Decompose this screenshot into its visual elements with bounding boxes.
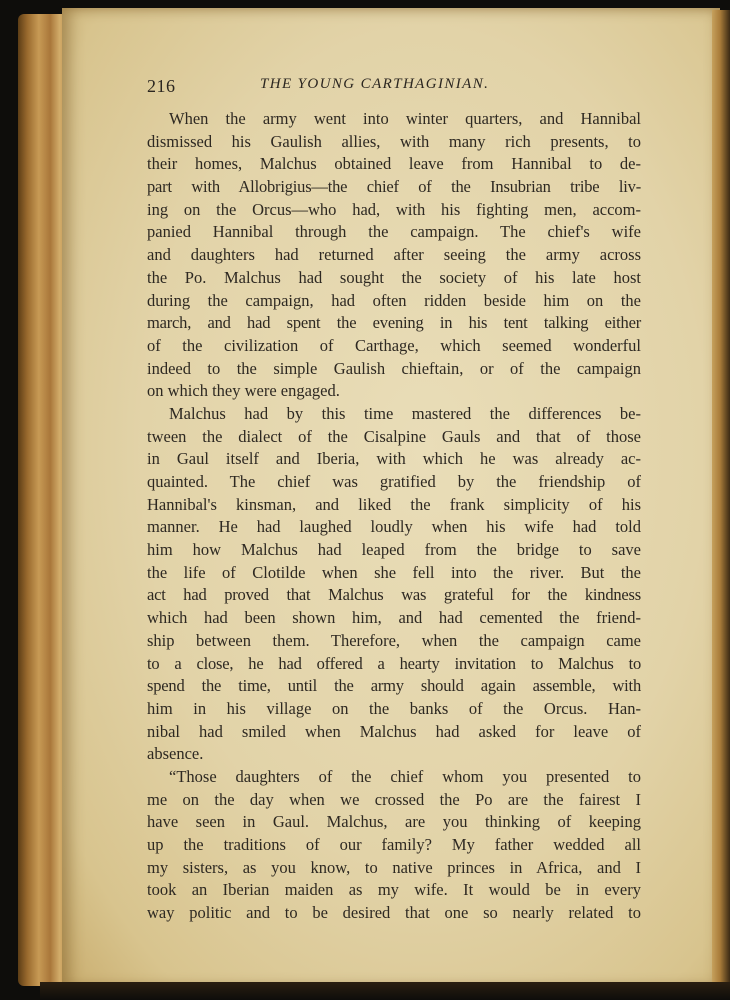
text-line: their homes, Malchus obtained leave from Hannibal to de-	[147, 154, 641, 174]
text-line: the Po. Malchus had sought the society of his late host	[147, 267, 641, 287]
text-line: spend the time, until the army should again assemble, with	[147, 676, 641, 696]
text-line: tween the dialect of the Cisalpine Gauls and that of those	[147, 426, 641, 446]
text-line: indeed to the simple Gaulish chieftain, or of the campaign	[147, 358, 641, 378]
text-line: nibal had smiled when Malchus had asked for leave of	[147, 721, 641, 741]
page-bottom-shadow	[40, 982, 730, 1000]
text-line: manner. He had laughed loudly when his wife had told	[147, 517, 641, 537]
running-title: THE YOUNG CARTHAGINIAN.	[260, 76, 490, 92]
text-line: me on the day when we crossed the Po are the fairest I	[147, 789, 641, 809]
text-line: to a close, he had offered a hearty invitation to Malchus to	[147, 653, 641, 673]
text-line: absence.	[147, 744, 204, 764]
running-header	[147, 76, 647, 98]
text-line: in Gaul itself and Iberia, with which he was already ac-	[147, 449, 641, 469]
text-line: part with Allobrigius—the chief of the Insubrian tribe liv-	[147, 177, 641, 197]
text-line: ing on the Orcus—who had, with his fighting men, accom-	[147, 199, 641, 219]
text-line: have seen in Gaul. Malchus, are you thinking of keeping	[147, 812, 641, 832]
text-line: of the civilization of Carthage, which seemed wonderful	[147, 335, 641, 355]
text-line: When the army went into winter quarters, and Hannibal	[169, 109, 641, 128]
text-line: way politic and to be desired that one so nearly related to	[147, 903, 641, 923]
text-line: and daughters had returned after seeing the army across	[147, 245, 641, 265]
text-line: quainted. The chief was gratified by the friendship of	[147, 472, 641, 491]
text-line: Malchus had by this time mastered the differences be-	[169, 403, 641, 423]
text-line: Hannibal's kinsman, and liked the frank simplicity of his	[147, 494, 641, 514]
text-line: which had been shown him, and had cemented the friend-	[147, 608, 641, 628]
text-line: him in his village on the banks of the Orcus. Han-	[147, 698, 641, 718]
text-line: the life of Clotilde when she fell into the river. But the	[147, 562, 641, 582]
body-text	[147, 108, 641, 925]
text-line: dismissed his Gaulish allies, with many rich presents, to	[147, 131, 641, 151]
text-line: my sisters, as you know, to native princes in Africa, and I	[147, 857, 641, 877]
text-line: during the campaign, had often ridden beside him on the	[147, 290, 641, 310]
text-line: act had proved that Malchus was grateful for the kindness	[147, 585, 641, 605]
page-number: 216	[147, 76, 176, 96]
text-line: “Those daughters of the chief whom you presented to	[169, 766, 641, 786]
text-line: him how Malchus had leaped from the bridge to save	[147, 540, 641, 560]
text-line: march, and had spent the evening in his tent talking either	[147, 313, 641, 333]
page-right-edge	[712, 10, 730, 1000]
text-line: took an Iberian maiden as my wife. It would be in every	[147, 880, 641, 900]
text-line: ship between them. Therefore, when the campaign came	[147, 630, 641, 650]
text-line: up the traditions of our family? My father wedded all	[147, 835, 641, 854]
text-line: on which they were engaged.	[147, 381, 340, 401]
text-line: panied Hannibal through the campaign. The chief's wife	[147, 222, 641, 242]
